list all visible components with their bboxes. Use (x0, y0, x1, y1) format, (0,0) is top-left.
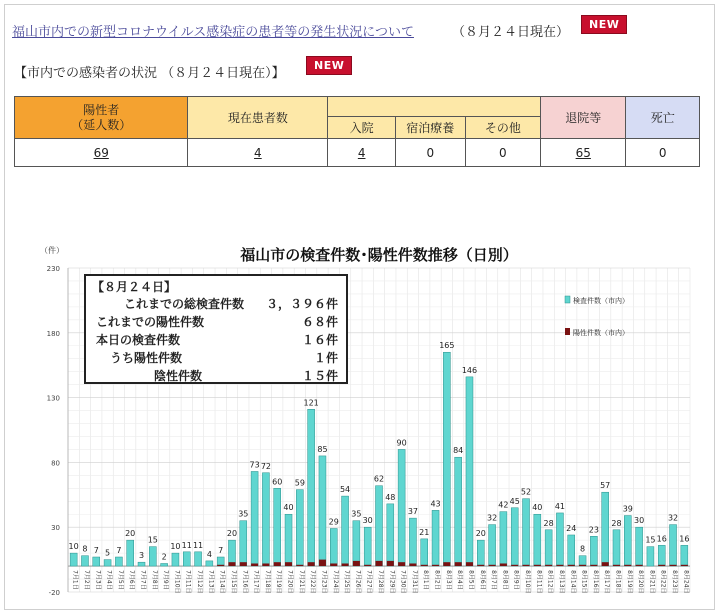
bar-tests (138, 562, 145, 566)
bar-tests (432, 510, 439, 566)
bar-positives (398, 562, 405, 566)
current-value[interactable]: 4 (254, 145, 262, 160)
bar-positives (556, 565, 563, 566)
bar-data-label: 23 (588, 525, 599, 535)
bar-positives (579, 565, 586, 566)
bar-tests (353, 521, 360, 566)
x-tick-label: 7月25日 (343, 570, 351, 594)
bar-data-label: 8 (82, 544, 88, 554)
x-tick-label: 8月14日 (569, 570, 577, 594)
positive-label-line2: （延人数） (71, 117, 132, 132)
x-tick-label: 7月21日 (297, 570, 305, 594)
x-tick-label: 7月7日 (139, 570, 147, 590)
bar-tests (511, 508, 518, 566)
bar-positives (251, 563, 258, 566)
x-tick-label: 7月28日 (377, 570, 384, 594)
x-tick-label: 8月1日 (422, 570, 430, 590)
bar-tests (274, 488, 281, 566)
discharged-header: 退院等 (541, 97, 626, 139)
bar-tests (364, 527, 371, 566)
x-tick-label: 8月20日 (637, 570, 645, 594)
x-tick-label: 8月9日 (512, 570, 520, 590)
bar-positives (489, 565, 496, 566)
bar-positives (375, 561, 382, 566)
bar-data-label: 35 (238, 509, 249, 519)
bar-tests (251, 471, 258, 566)
y-tick-label: -20 (48, 589, 60, 597)
bar-tests (206, 561, 213, 566)
bar-data-label: 15 (645, 535, 656, 545)
bar-data-label: 48 (385, 492, 396, 502)
x-tick-label: 7月15日 (229, 570, 237, 594)
death-value: 0 (626, 139, 700, 167)
x-tick-label: 8月23日 (671, 570, 679, 594)
bar-positives (228, 562, 235, 566)
bar-tests (409, 518, 416, 566)
x-tick-label: 7月8日 (150, 570, 158, 590)
legend-label-tests: 検査件数（市内） (573, 297, 629, 305)
bar-data-label: 16 (656, 534, 667, 544)
y-tick-label: 30 (51, 524, 60, 533)
bar-positives (285, 562, 292, 566)
bar-data-label: 16 (679, 534, 690, 544)
bar-data-label: 35 (351, 509, 362, 519)
y-tick-label: 230 (46, 265, 60, 273)
bar-positives (308, 562, 315, 566)
x-tick-label: 8月12日 (546, 570, 554, 594)
x-tick-label: 8月5日 (467, 570, 475, 590)
info-today-tests-value: １６件 (301, 333, 338, 347)
current-patients-header: 現在患者数 (188, 97, 328, 139)
bar-tests (421, 539, 428, 566)
bar-tests (195, 552, 202, 566)
x-tick-label: 7月22日 (309, 570, 317, 594)
bar-data-label: 62 (373, 474, 385, 484)
x-tick-label: 7月13日 (207, 570, 215, 594)
bar-positives (296, 565, 303, 566)
bar-data-label: 72 (260, 461, 272, 471)
bar-data-label: 7 (218, 546, 224, 556)
bar-data-label: 28 (543, 518, 554, 528)
other-value: 0 (465, 139, 540, 167)
bar-data-label: 85 (317, 444, 328, 454)
x-tick-label: 7月17日 (252, 570, 260, 594)
bar-tests (670, 525, 677, 566)
bar-tests (658, 545, 665, 566)
x-tick-label: 8月13日 (557, 570, 565, 594)
x-tick-label: 7月24日 (331, 570, 339, 594)
bar-data-label: 165 (439, 341, 455, 351)
bar-data-label: 32 (486, 513, 498, 523)
x-tick-label: 7月1日 (71, 570, 79, 590)
bar-positives (364, 565, 371, 566)
x-tick-label: 7月3日 (94, 570, 102, 590)
other-header: その他 (465, 117, 540, 139)
bar-data-label: 10 (170, 542, 181, 552)
info-today-positives-label: うち陽性件数 (110, 351, 183, 365)
bar-data-label: 54 (339, 485, 351, 495)
bar-tests (534, 514, 541, 566)
legend-swatch-positives (565, 328, 570, 335)
bar-positives (568, 565, 575, 566)
bar-positives (466, 562, 473, 566)
bar-positives (613, 565, 620, 566)
bar-data-label: 84 (453, 446, 464, 456)
bar-positives (432, 565, 439, 566)
positive-label-line1: 陽性者 (83, 102, 120, 117)
bar-positives (602, 562, 609, 566)
bar-positives (477, 565, 484, 566)
x-tick-label: 7月5日 (116, 570, 124, 590)
bar-tests (590, 536, 597, 566)
bar-tests (466, 377, 473, 566)
x-tick-label: 7月29日 (388, 570, 396, 594)
positive-value[interactable]: 69 (93, 145, 109, 160)
bar-tests (93, 557, 100, 566)
hotel-value: 0 (396, 139, 466, 167)
section-title: 【市内での感染者の状況 （８月２４日現在）】 (14, 66, 285, 81)
bar-tests (500, 512, 507, 566)
bar-positives (624, 565, 631, 566)
bar-data-label: 45 (509, 496, 520, 506)
bar-tests (240, 521, 247, 566)
bar-tests (455, 457, 462, 566)
y-tick-label: 180 (46, 329, 60, 338)
bar-positives (353, 561, 360, 566)
info-today-negatives-value: １５件 (301, 369, 338, 383)
bar-positives (523, 565, 530, 566)
x-tick-label: 7月18日 (263, 570, 271, 594)
bar-data-label: 52 (520, 487, 532, 497)
bar-data-label: 57 (600, 481, 611, 491)
bar-data-label: 60 (272, 477, 283, 487)
chart-title: 福山市の検査件数･陽性件数推移（日別） (240, 246, 518, 264)
bar-tests (161, 563, 168, 566)
bar-tests (262, 473, 269, 566)
bar-positives (217, 565, 224, 566)
bar-tests (613, 530, 620, 566)
bar-tests (556, 513, 563, 566)
info-total-positives-label: これまでの陽性件数 (96, 315, 205, 329)
bar-tests (398, 449, 405, 566)
bar-positives (658, 565, 665, 566)
bar-data-label: 30 (362, 516, 373, 526)
bar-tests (579, 556, 586, 566)
x-tick-label: 7月26日 (354, 570, 362, 594)
bar-tests (81, 556, 88, 566)
x-tick-label: 7月2日 (82, 570, 90, 590)
bar-data-label: 15 (147, 535, 158, 545)
bar-tests (375, 486, 382, 566)
x-tick-label: 7月19日 (275, 570, 283, 594)
bar-data-label: 90 (396, 438, 407, 448)
hospital-header: 入院 (328, 117, 396, 139)
x-tick-label: 8月16日 (591, 570, 599, 594)
bar-tests (545, 530, 552, 566)
bar-data-label: 42 (498, 500, 509, 510)
new-badge-header: NEW (581, 15, 627, 34)
bar-positives (274, 562, 281, 566)
bar-positives (681, 565, 688, 566)
bar-tests (489, 525, 496, 566)
info-today-negatives-label: 陰性件数 (154, 369, 203, 383)
bar-tests (624, 516, 631, 567)
bar-data-label: 20 (226, 529, 238, 539)
bar-data-label: 24 (566, 523, 577, 533)
new-badge-section: NEW (306, 56, 352, 75)
bar-tests (308, 409, 315, 566)
bar-data-label: 10 (68, 542, 79, 552)
bar-tests (228, 540, 235, 566)
bar-tests (342, 496, 349, 566)
x-tick-label: 8月24日 (682, 570, 690, 594)
x-tick-label: 8月10日 (524, 570, 532, 594)
bar-tests (387, 504, 394, 566)
bar-tests (636, 527, 643, 566)
x-tick-label: 7月16日 (241, 570, 249, 594)
bar-data-label: 29 (328, 517, 339, 527)
bar-data-label: 39 (622, 504, 633, 514)
x-tick-label: 7月27日 (365, 570, 373, 594)
bar-data-label: 30 (634, 516, 645, 526)
bar-data-label: 41 (554, 501, 566, 511)
bar-data-label: 121 (303, 398, 319, 408)
bar-positives (500, 563, 507, 566)
bar-tests (568, 535, 575, 566)
bar-data-label: 11 (181, 540, 192, 550)
bar-data-label: 20 (475, 529, 486, 539)
bar-positives (443, 562, 450, 566)
bar-data-label: 146 (461, 365, 478, 375)
x-tick-label: 8月22日 (659, 570, 667, 594)
x-tick-label: 8月11日 (535, 570, 543, 594)
x-tick-label: 8月18日 (614, 570, 622, 594)
x-tick-label: 8月17日 (603, 570, 611, 594)
bar-tests (115, 557, 122, 566)
bar-tests (70, 553, 77, 566)
bar-tests (296, 490, 303, 566)
x-tick-label: 8月19日 (625, 570, 633, 594)
bar-positives (387, 561, 394, 566)
x-tick-label: 8月21日 (648, 570, 656, 594)
bar-data-label: 28 (611, 518, 622, 528)
bar-tests (477, 540, 484, 566)
x-tick-label: 8月2日 (433, 570, 441, 590)
bar-tests (330, 528, 337, 566)
bar-data-label: 40 (532, 503, 543, 513)
bar-positives (590, 565, 597, 566)
info-total-positives-value: ６８件 (301, 315, 338, 329)
x-tick-label: 7月4日 (105, 570, 113, 590)
y-axis-label: （件） (40, 246, 64, 255)
info-today-tests-label: 本日の検査件数 (96, 333, 181, 347)
legend-label-positives: 陽性件数（市内） (573, 329, 629, 337)
bar-data-label: 43 (430, 499, 441, 509)
bar-data-label: 11 (192, 540, 204, 550)
info-today-positives-value: １件 (313, 351, 338, 365)
bar-positives (534, 565, 541, 566)
bar-data-label: 37 (407, 507, 419, 517)
x-tick-label: 7月30日 (399, 570, 407, 594)
bar-positives (421, 565, 428, 566)
info-total-tests-value: ３，３９６件 (265, 297, 338, 311)
x-tick-label: 7月6日 (128, 570, 136, 590)
daily-summary-box (84, 274, 348, 384)
x-tick-label: 8月6日 (478, 570, 486, 590)
bar-data-label: 21 (419, 527, 430, 537)
x-tick-label: 7月9日 (162, 570, 170, 590)
bar-data-label: 5 (105, 548, 111, 558)
hospital-value[interactable]: 4 (357, 145, 366, 160)
bar-tests (104, 560, 111, 566)
bar-data-label: 2 (161, 552, 167, 562)
legend-swatch-tests (565, 296, 570, 303)
y-tick-label: 130 (46, 394, 60, 403)
bar-positives (240, 562, 247, 566)
x-tick-label: 8月8日 (501, 570, 509, 590)
bar-positives (455, 562, 462, 566)
x-tick-label: 7月31日 (410, 570, 418, 594)
death-header: 死亡 (626, 97, 700, 139)
bar-tests (681, 545, 688, 566)
bar-data-label: 40 (283, 503, 294, 513)
bar-positives (409, 563, 416, 566)
bar-data-label: 3 (138, 551, 145, 561)
bar-tests (183, 552, 190, 566)
x-tick-label: 8月7日 (490, 570, 498, 590)
bar-positives (511, 565, 518, 566)
hotel-header: 宿泊療養 (396, 117, 466, 139)
bar-positives (342, 563, 349, 566)
x-tick-label: 7月20日 (286, 570, 294, 594)
bar-data-label: 8 (580, 544, 586, 554)
bar-tests (217, 557, 224, 566)
bar-positives (330, 563, 337, 566)
y-tick-label: 80 (51, 459, 60, 468)
bar-positives (319, 560, 326, 566)
status-page-link[interactable]: 福山市内での新型コロナウイルス感染症の患者等の発生状況について (12, 25, 414, 40)
x-tick-label: 7月10日 (173, 570, 181, 594)
bar-tests (602, 492, 609, 566)
bar-tests (149, 547, 156, 566)
bar-data-label: 59 (294, 478, 305, 488)
x-tick-label: 8月3日 (444, 570, 452, 590)
bar-positives (262, 563, 269, 566)
bar-data-label: 4 (206, 549, 212, 559)
info-box-heading: 【８月２４日】 (92, 280, 177, 294)
bar-tests (285, 514, 292, 566)
info-total-tests-label: これまでの総検査件数 (123, 297, 244, 311)
bar-positives (636, 565, 643, 566)
discharged-value[interactable]: 65 (575, 145, 591, 160)
bar-positives (545, 565, 552, 566)
bar-data-label: 7 (93, 546, 99, 556)
bar-tests (127, 540, 134, 566)
header-date: （８月２４日現在） (452, 25, 570, 40)
x-tick-label: 7月12日 (196, 570, 204, 594)
bar-tests (523, 499, 530, 566)
x-tick-label: 7月11日 (184, 570, 192, 594)
x-tick-label: 8月4日 (456, 570, 464, 590)
bar-tests (647, 547, 654, 566)
bar-positives (670, 565, 677, 566)
x-tick-label: 8月15日 (580, 570, 588, 594)
bar-data-label: 7 (116, 546, 122, 556)
bar-data-label: 32 (667, 513, 679, 523)
bar-data-label: 20 (125, 529, 136, 539)
bar-tests (172, 553, 179, 566)
bar-data-label: 73 (249, 460, 260, 470)
bar-tests (319, 456, 326, 566)
bar-tests (443, 352, 450, 566)
x-tick-label: 7月14日 (218, 570, 226, 594)
x-tick-label: 7月23日 (320, 570, 328, 594)
